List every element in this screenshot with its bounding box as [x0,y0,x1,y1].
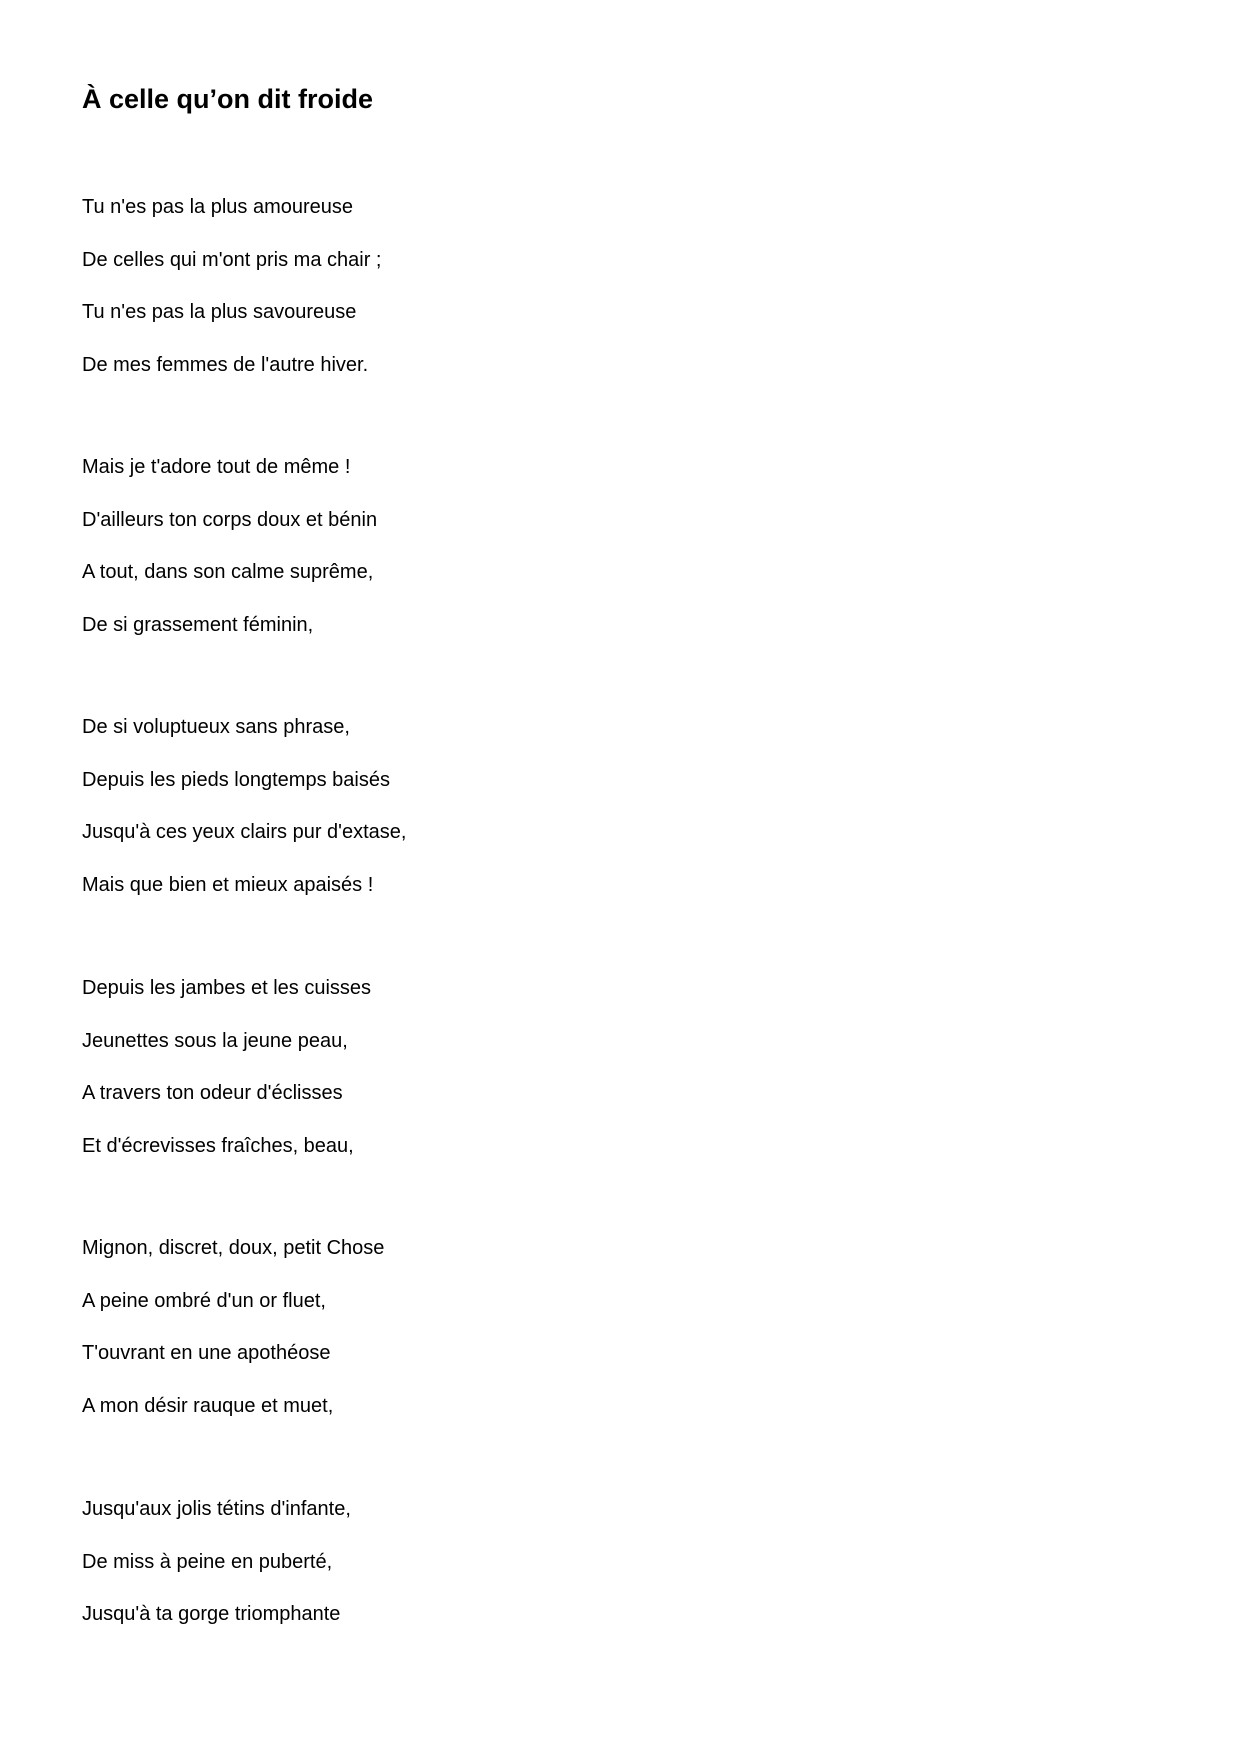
stanza [82,454,377,638]
verse-line: A tout, dans son calme suprême, [82,561,374,583]
poem-title: À celle qu’on dit froide [82,84,374,114]
verse-line: De miss à peine en puberté, [82,1550,333,1573]
verse-line: Mais que bien et mieux apaisés ! [82,873,374,896]
stanza [82,194,381,378]
verse-line: Tu n'es pas la plus savoureuse [82,301,357,323]
verse-line: A peine ombré d'un or fluet, [82,1289,326,1312]
stanza [82,714,406,898]
verse-line: A travers ton odeur d'éclisses [82,1082,343,1104]
verse-line: Jusqu'à ces yeux clairs pur d'extase, [82,821,407,843]
verse-line: Tu n'es pas la plus amoureuse [82,196,354,218]
verse-line: Mignon, discret, doux, petit Chose [82,1237,385,1259]
verse-line: De si grassement féminin, [82,613,314,636]
verse-line: Jeunettes sous la jeune peau, [82,1029,348,1052]
verse-line: Depuis les jambes et les cuisses [82,977,372,999]
verse-line: Jusqu'à ta gorge triomphante [82,1603,341,1625]
stanza [82,975,371,1159]
verse-line: Depuis les pieds longtemps baisés [82,768,390,791]
verse-line: De mes femmes de l'autre hiver. [82,353,369,376]
verse-line: T'ouvrant en une apothéose [82,1342,331,1364]
stanza [82,1496,351,1627]
verse-line: Mais je t'adore tout de même ! [82,456,351,478]
verse-line: Et d'écrevisses fraîches, beau, [82,1134,354,1157]
verse-line: De si voluptueux sans phrase, [82,716,350,738]
verse-line: Jusqu'aux jolis tétins d'infante, [82,1498,351,1520]
stanza [82,1235,384,1419]
verse-line: D'ailleurs ton corps doux et bénin [82,508,378,531]
verse-line: De celles qui m'ont pris ma chair ; [82,248,382,271]
verse-line: A mon désir rauque et muet, [82,1394,334,1417]
